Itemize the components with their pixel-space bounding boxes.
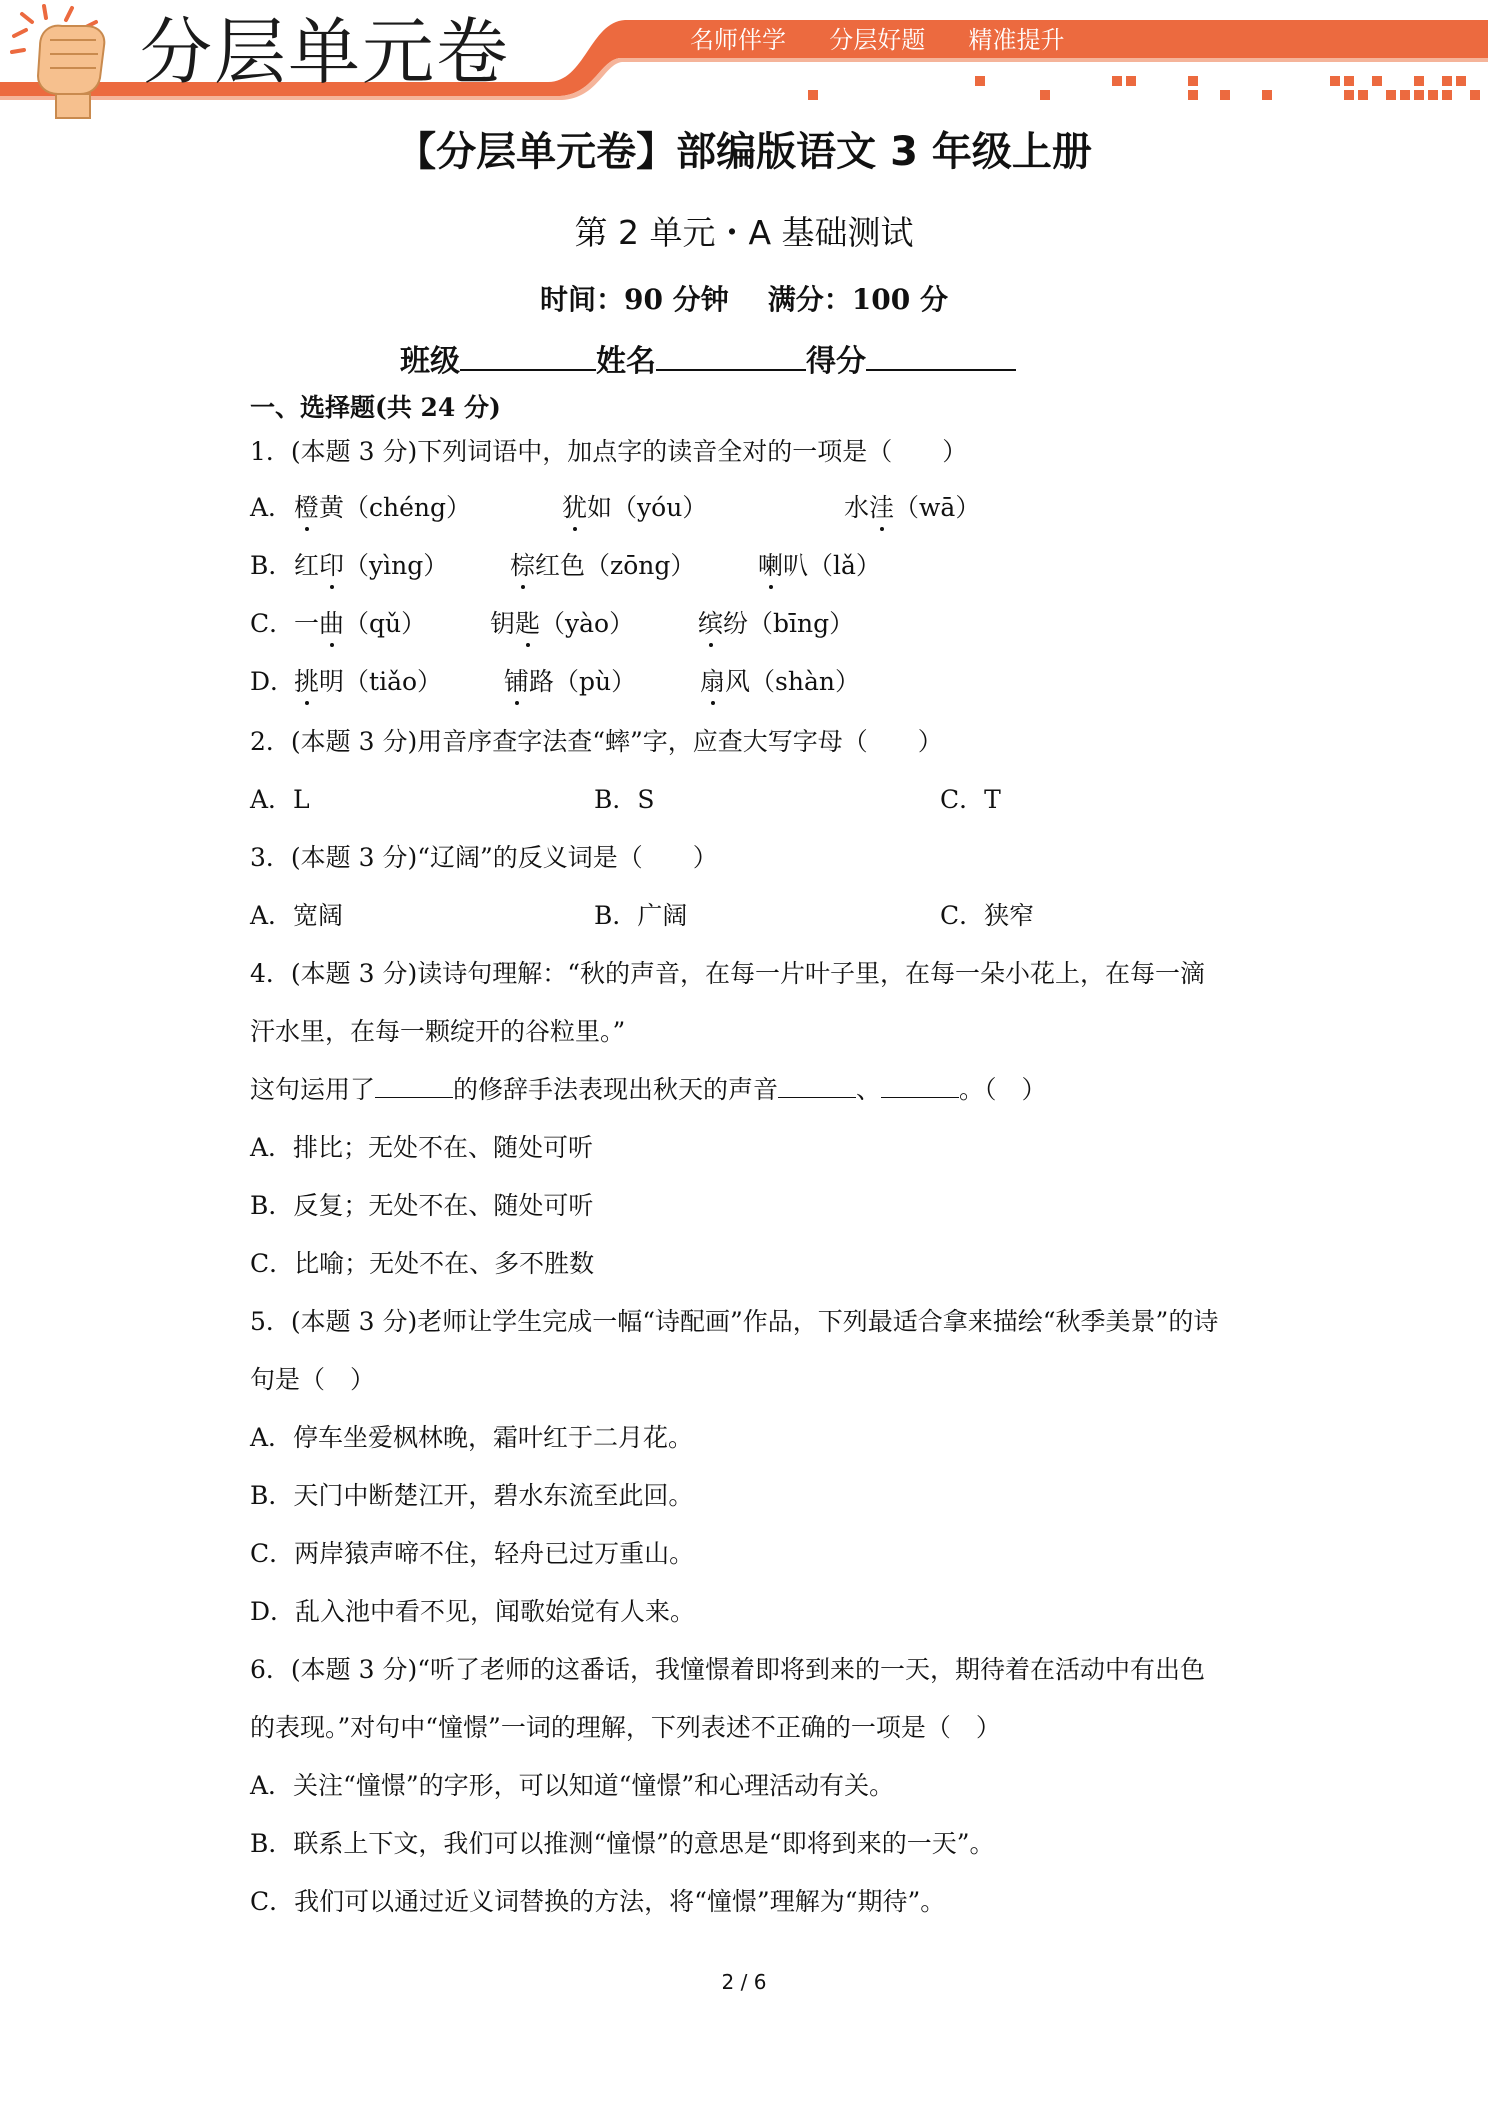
score-label: 得分 — [806, 344, 866, 379]
q4-option-b[interactable]: B．反复；无处不在、随处可听 — [250, 1191, 594, 1220]
brand-title: 分层单元卷 — [140, 10, 511, 94]
q4-stem-line1: 4．(本题 3 分)读诗句理解：“秋的声音，在每一片叶子里，在每一朵小花上，在每一滴 — [250, 959, 1205, 988]
q6-option-a[interactable]: A．关注“憧憬”的字形，可以知道“憧憬”和心理活动有关。 — [250, 1771, 895, 1800]
q5-option-b[interactable]: B．天门中断楚江开，碧水东流至此回。 — [250, 1481, 694, 1510]
q1-option-a-word3: 水洼（wā） — [844, 488, 980, 524]
student-info — [400, 336, 1016, 380]
q1-option-c-word3: 缤纷（bīng） — [698, 604, 854, 640]
q6-option-c[interactable]: C．我们可以通过近义词替换的方法，将“憧憬”理解为“期待”。 — [250, 1887, 946, 1916]
q2-option-b[interactable]: B．S — [594, 785, 655, 814]
q1-option-c-letter[interactable]: C． — [250, 609, 295, 638]
q1-option-b-word1: 红印（yìng） — [294, 546, 448, 582]
q6-stem-line1: 6．(本题 3 分)“听了老师的这番话，我憧憬着即将到来的一天，期待着在活动中有出色 — [250, 1655, 1205, 1684]
page-title: 【分层单元卷】部编版语文 3 年级上册 — [396, 129, 1092, 175]
q1-option-d-word3: 扇风（shàn） — [700, 662, 860, 698]
page-number: 2 / 6 — [721, 1970, 767, 1994]
q4-option-a[interactable]: A．排比；无处不在、随处可听 — [250, 1133, 594, 1162]
q4-blank-1[interactable] — [375, 1075, 453, 1098]
q4-option-c[interactable]: C．比喻；无处不在、多不胜数 — [250, 1249, 595, 1278]
page-subtitle: 第 2 单元・A 基础测试 — [574, 213, 914, 252]
score-blank[interactable] — [866, 341, 1016, 371]
q3-option-b[interactable]: B．广阔 — [594, 901, 688, 930]
name-label: 姓名 — [596, 344, 656, 379]
q3-option-a[interactable]: A．宽阔 — [250, 901, 344, 930]
q5-option-c[interactable]: C．两岸猿声啼不住，轻舟已过万重山。 — [250, 1539, 695, 1568]
q2-stem: 2．(本题 3 分)用音序查字法查“蟀”字，应查大写字母（ ） — [250, 727, 943, 756]
class-label: 班级 — [400, 344, 460, 379]
q5-stem-line2: 句是（ ） — [250, 1365, 376, 1394]
q6-stem-line2: 的表现。”对句中“憧憬”一词的理解，下列表述不正确的一项是（ ） — [250, 1713, 1001, 1742]
q2-option-a[interactable]: A．L — [250, 785, 310, 814]
q1-option-b-word2: 棕红色（zōng） — [510, 546, 695, 582]
class-blank[interactable] — [460, 341, 596, 371]
q3-stem: 3．(本题 3 分)“辽阔”的反义词是（ ） — [250, 843, 718, 872]
q1-option-d-word2: 铺路（pù） — [504, 662, 636, 698]
q1-option-c-word1: 一曲（qǔ） — [294, 604, 426, 640]
brand-slogan: 名师伴学 分层好题 精准提升 — [690, 26, 1065, 54]
q4-stem-line2: 汗水里，在每一颗绽开的谷粒里。” — [250, 1017, 626, 1046]
q5-option-d[interactable]: D．乱入池中看不见，闻歌始觉有人来。 — [250, 1597, 696, 1626]
q6-option-b[interactable]: B．联系上下文，我们可以推测“憧憬”的意思是“即将到来的一天”。 — [250, 1829, 995, 1858]
q5-stem-line1: 5．(本题 3 分)老师让学生完成一幅“诗配画”作品，下列最适合拿来描绘“秋季美景”的诗 — [250, 1307, 1219, 1336]
q1-option-a-letter[interactable]: A． — [250, 493, 294, 522]
time-info: 时间：90 分钟 满分：100 分 — [540, 283, 948, 316]
q3-option-c[interactable]: C．狭窄 — [940, 901, 1035, 930]
q5-option-a[interactable]: A．停车坐爱枫林晚，霜叶红于二月花。 — [250, 1423, 694, 1452]
q1-option-c-word2: 钥匙（yào） — [490, 604, 634, 640]
q1-option-a-word2: 犹如（yóu） — [562, 488, 707, 524]
q1-option-a-word1: 橙黄（chéng） — [294, 488, 471, 524]
q4-blank-3[interactable] — [881, 1075, 959, 1098]
section-title: 一、选择题(共 24 分) — [250, 393, 501, 422]
q4-blank-2[interactable] — [778, 1075, 856, 1098]
fist-icon — [12, 6, 104, 118]
q4-stem-line3: 这句运用了 的修辞手法表现出秋天的声音 、 。（ ） — [250, 1075, 1047, 1104]
q1-option-d-word1: 挑明（tiǎo） — [294, 662, 442, 698]
name-blank[interactable] — [656, 341, 806, 371]
header-banner — [0, 0, 1488, 130]
q1-option-b-letter[interactable]: B． — [250, 551, 294, 580]
q1-option-b-word3: 喇叭（lǎ） — [758, 546, 881, 582]
q1-stem: 1．(本题 3 分)下列词语中，加点字的读音全对的一项是（ ） — [250, 437, 968, 466]
q1-option-d-letter[interactable]: D． — [250, 667, 296, 696]
q2-option-c[interactable]: C．T — [940, 785, 1001, 814]
